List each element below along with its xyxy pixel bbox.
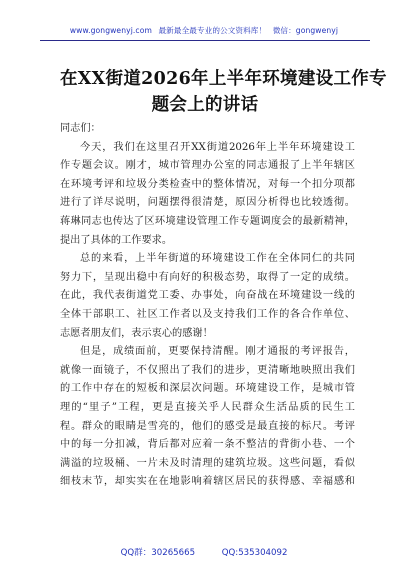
- body-line: 就像一面镜子，不仅照出了我们的进步，更清晰地映照出我们: [60, 364, 355, 376]
- header-wechat: 微信：gongwenyj: [272, 26, 339, 35]
- body-line: 理的“里子”工程，更是直接关乎人民群众生活品质的民生工: [60, 401, 355, 413]
- body-line: 努力下，呈现出稳中有向好的积极态势，取得了一定的成绩。: [60, 271, 355, 283]
- body-line: 在此，我代表街道党工委、办事处，向奋战在环境建设一线的: [60, 290, 355, 302]
- body-line: 总的来看，上半年街道的环境建设工作在全体同仁的共同: [80, 253, 355, 265]
- document-title: [60, 66, 387, 118]
- footer-qq-group: QQ群：30265665: [120, 548, 196, 558]
- page-footer: [0, 547, 408, 559]
- header-slogan: 最新最全最专业的公文资料库！: [158, 26, 267, 35]
- title-line-1: 在XX街道2026年上半年环境建设工作专: [60, 69, 387, 89]
- body-line: 的工作中存在的短板和深层次问题。环境建设工作，是城市管: [60, 383, 355, 395]
- salutation: 同志们：: [60, 123, 101, 134]
- footer-qq: QQ:535304092: [221, 548, 288, 558]
- body-line: 提出了具体的工作要求。: [60, 234, 173, 246]
- body-line: 志愿者朋友们，表示衷心的感谢！: [60, 327, 213, 339]
- body-line: 但是，成绩面前，更要保持清醒。刚才通报的考评报告，: [80, 346, 355, 358]
- body-line: 中的每一分扣减，背后都对应着一条不整洁的背街小巷、一个: [60, 439, 355, 451]
- body-line: 在环境考评和垃圾分类检查中的整体情况，对每一个扣分项都: [60, 178, 355, 190]
- body-line: 作专题会议。刚才，城市管理办公室的同志通报了上半年辖区: [60, 160, 355, 172]
- body-line: 满溢的垃圾桶、一片未及时清理的建筑垃圾。这些问题，看似: [60, 457, 355, 469]
- title-line-2: 题会上的讲话: [151, 95, 259, 115]
- header-divider: [40, 40, 370, 41]
- body-line: 全体干部职工、社区工作者以及支持我们工作的各合作单位、: [60, 308, 355, 320]
- document-body: [60, 120, 355, 492]
- header-site-url[interactable]: www.gongwenyj.com: [69, 26, 152, 35]
- body-line: 今天，我们在这里召开XX街道2026年上半年环境建设工: [80, 141, 355, 153]
- body-line: 蒋琳同志也传达了区环境建设管理工作专题调度会的最新精神，: [60, 215, 355, 227]
- body-line: 进行了详尽说明，问题摆得很清楚，原因分析得也比较透彻。: [60, 197, 355, 209]
- page-header: [0, 26, 408, 36]
- body-line: 细枝末节，却实实在在地影响着辖区居民的获得感、幸福感和: [60, 476, 355, 488]
- body-line: 程。群众的眼睛是雪亮的，他们的感受是最直接的标尺。考评: [60, 420, 355, 432]
